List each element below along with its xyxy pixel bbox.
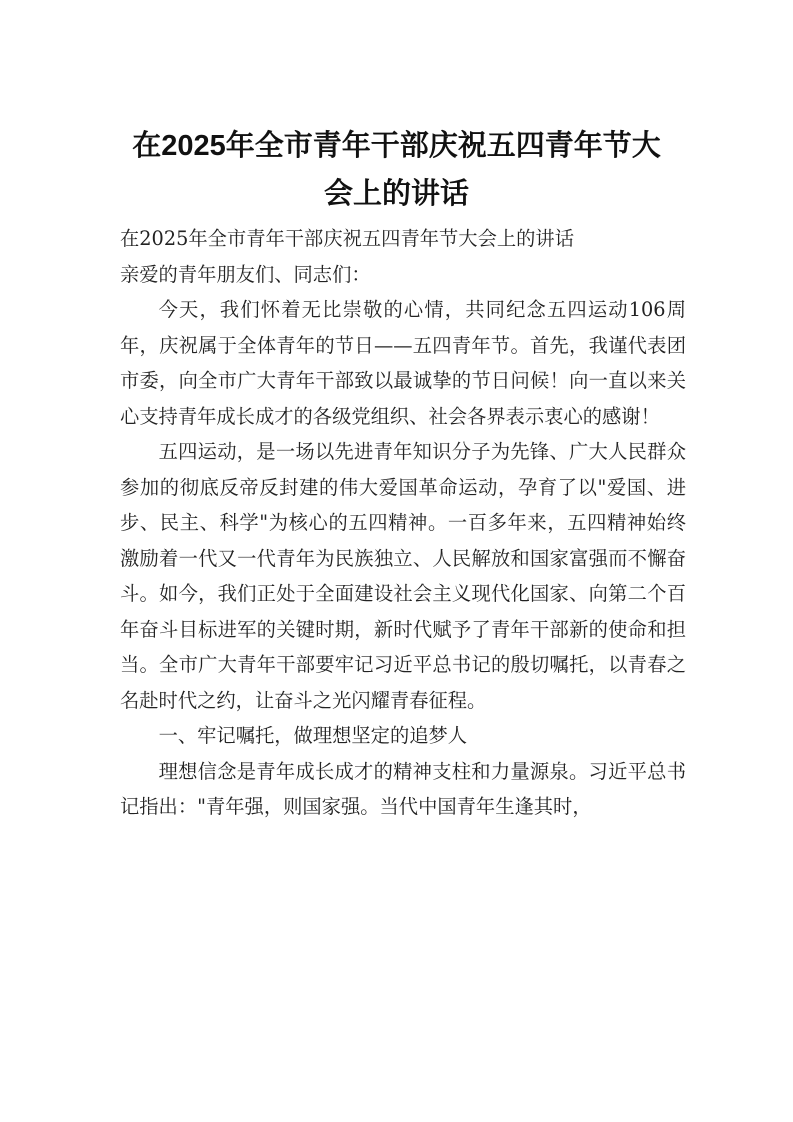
salutation: 亲爱的青年朋友们、同志们： [120, 262, 371, 286]
title-line-2: 会上的讲话 [323, 178, 469, 210]
speech-subtitle: 在2025年全市青年干部庆祝五四青年节大会上的讲话 [120, 227, 574, 250]
paragraph-opening: 今天，我们怀着无比崇敬的心情，共同纪念五四运动106周年，庆祝属于全体青年的节日——五四青年节。首先，我谨代表团市委，向全市广大青年干部致以最诚挚的节日问候！向一直以来关心支持青年成长成才的各级党组织、社会各界表示衷心的感谢！ [120, 298, 686, 428]
paragraph-may-fourth: 五四运动，是一场以先进青年知识分子为先锋、广大人民群众参加的彻底反帝反封建的伟大爱国革命运动，孕育了以"爱国、进步、民主、科学"为核心的五四精神。一百多年来，五四精神始终激励着一代又一代青年为民族独立、人民解放和国家富强而不懈奋斗。如今，我们正处于全面建设社会主义现代化国家、向第二个百年奋斗目标进军的关键时期，新时代赋予了青年干部新的使命和担当。全市广大青年干部要牢记习近平总书记的殷切嘱托，以青春之名赴时代之约，让奋斗之光闪耀青春征程。 [120, 440, 686, 712]
document-body [120, 221, 686, 825]
document-title [100, 122, 693, 218]
section-heading: 一、牢记嘱托，做理想坚定的追梦人 [158, 724, 468, 747]
title-line-1: 在2025年全市青年干部庆祝五四青年节大 [132, 130, 661, 162]
paragraph-ideals: 理想信念是青年成长成才的精神支柱和力量源泉。习近平总书记指出："青年强，则国家强。当代中国青年生逢其时， [120, 759, 686, 818]
